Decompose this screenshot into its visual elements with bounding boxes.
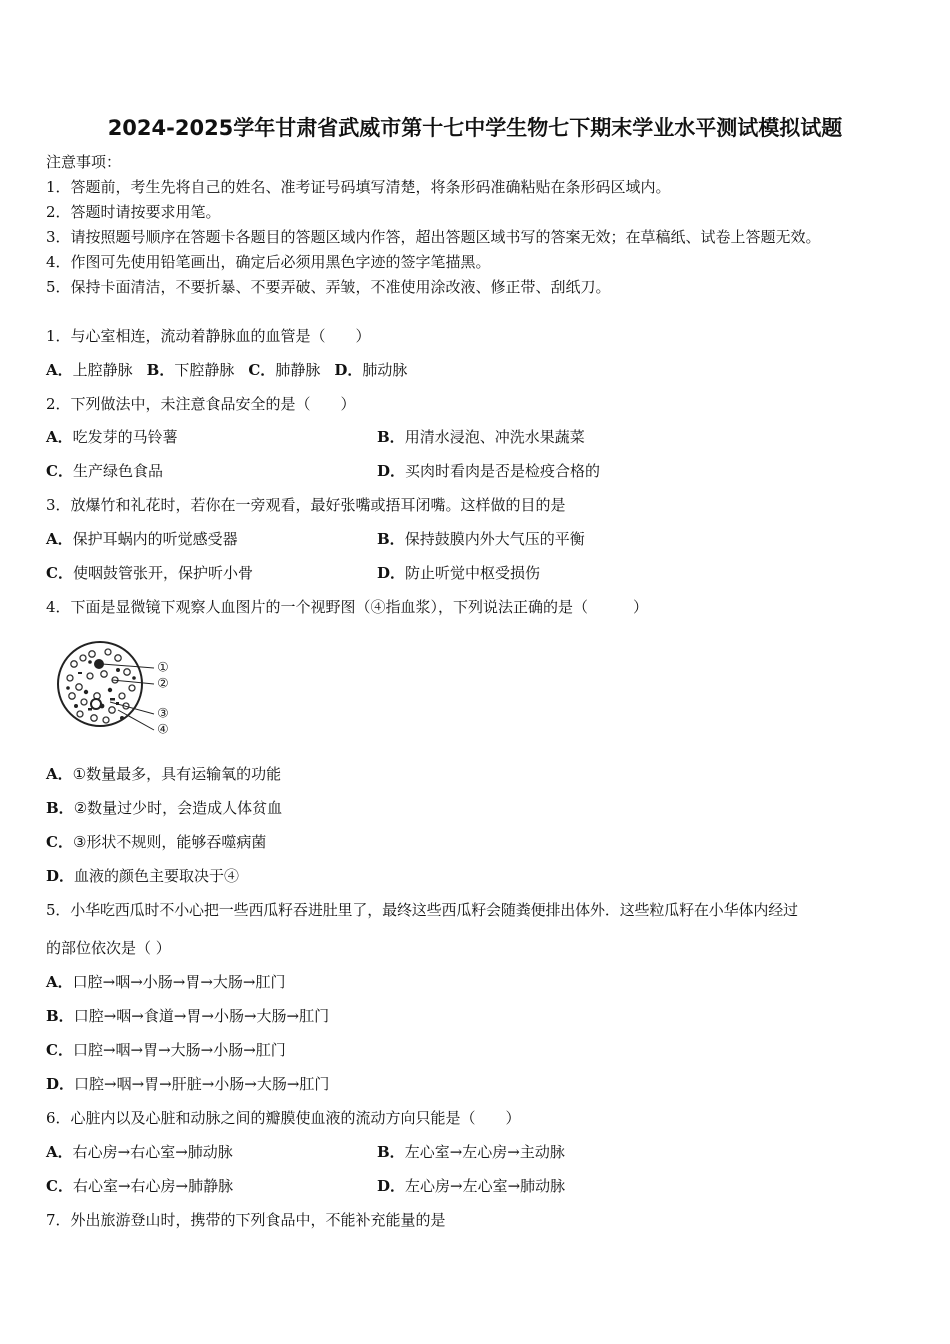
option-letter: A． <box>46 973 73 991</box>
question-6-option-c <box>46 1176 233 1196</box>
microscope-field-circle <box>58 642 142 726</box>
question-2-stem: 2．下列做法中，未注意食品安全的是（ ） <box>46 395 356 413</box>
option-text: 口腔→咽→食道→胃→小肠→大肠→肛门 <box>73 1007 330 1025</box>
leader-lines <box>102 664 154 730</box>
option-letter: A． <box>46 530 73 548</box>
question-6-stem: 6．心脏内以及心脏和动脉之间的瓣膜使血液的流动方向只能是（ ） <box>46 1109 521 1127</box>
option-text: 使咽鼓管张开，保护听小骨 <box>72 564 253 582</box>
option-text: ②数量过少时，会造成人体贫血 <box>73 799 283 817</box>
question-2-option-d <box>377 461 600 481</box>
question-5-stem-line1: 5．小华吃西瓜时不小心把一些西瓜籽吞进肚里了，最终这些西瓜籽会随粪便排出体外．这些粒瓜籽在小华体内经过 <box>46 901 798 919</box>
option-text: 右心房→右心室→肺动脉 <box>72 1143 233 1161</box>
question-2-option-b <box>377 427 585 447</box>
option-letter: C． <box>46 564 73 582</box>
question-3-option-a <box>46 529 238 549</box>
question-1-stem: 1．与心室相连，流动着静脉血的血管是（ ） <box>46 327 371 345</box>
option-letter: B． <box>377 530 405 548</box>
question-5-option-c <box>46 1040 286 1060</box>
option-letter: A． <box>46 428 73 446</box>
option-b: 下腔静脉 <box>174 361 235 379</box>
option-letter: D． <box>377 462 406 480</box>
question-4-option-a <box>46 764 281 784</box>
option-letter: C． <box>46 462 73 480</box>
option-text: 血液的颜色主要取决于④ <box>74 867 240 885</box>
option-letter: C． <box>46 833 73 851</box>
question-5-option-a <box>46 972 285 992</box>
option-letter: A． <box>46 1143 73 1161</box>
question-7-stem: 7．外出旅游登山时，携带的下列食品中，不能补充能量的是 <box>46 1211 446 1229</box>
option-letter: B． <box>46 799 74 817</box>
question-6-option-d <box>377 1176 565 1196</box>
option-text: 口腔→咽→小肠→胃→大肠→肛门 <box>72 973 286 991</box>
figure-label-2: ② <box>157 676 169 692</box>
option-text: 左心室→左心房→主动脉 <box>404 1143 565 1161</box>
question-3-stem: 3．放爆竹和礼花时，若你在一旁观看，最好张嘴或捂耳闭嘴。这样做的目的是 <box>46 496 566 514</box>
option-letter: D． <box>377 564 406 582</box>
option-text: 买肉时看肉是否是检疫合格的 <box>405 462 601 480</box>
option-letter: D． <box>46 1075 75 1093</box>
option-text: 左心房→左心室→肺动脉 <box>405 1177 566 1195</box>
notice-item: 3．请按照题号顺序在答题卡各题目的答题区域内作答，超出答题区域书写的答案无效；在草稿纸、试卷上答题无效。 <box>46 228 821 246</box>
figure-label-3: ③ <box>157 706 169 722</box>
option-letter: C． <box>248 361 276 379</box>
question-3-option-c <box>46 563 253 583</box>
option-text: 保护耳蜗内的听觉感受器 <box>72 530 238 548</box>
option-letter: B． <box>46 1007 74 1025</box>
question-3-option-b <box>377 529 585 549</box>
question-1-options <box>46 360 407 380</box>
option-a: 上腔静脉 <box>72 361 133 379</box>
question-5-option-b <box>46 1006 329 1026</box>
option-text: 右心室→右心房→肺静脉 <box>72 1177 234 1195</box>
question-6-option-b <box>377 1142 565 1162</box>
leukocyte-ring <box>91 699 101 709</box>
option-d: 肺动脉 <box>362 361 408 379</box>
option-text: 口腔→咽→胃→肝脏→小肠→大肠→肛门 <box>74 1075 330 1093</box>
option-letter: D． <box>377 1177 406 1195</box>
option-text: 生产绿色食品 <box>72 462 163 480</box>
blood-smear-figure <box>52 632 182 744</box>
question-4-option-d <box>46 866 239 886</box>
option-text: 防止听觉中枢受损伤 <box>405 564 541 582</box>
page-title: 2024-2025学年甘肃省武威市第十七中学生物七下期末学业水平测试模拟试题 <box>107 116 843 140</box>
option-letter: D． <box>334 361 363 379</box>
figure-label-4: ④ <box>157 722 169 738</box>
figure-label-1: ① <box>157 660 169 676</box>
question-4-option-c <box>46 832 266 852</box>
notice-item: 1．答题前，考生先将自己的姓名、准考证号码填写清楚，将条形码准确粘贴在条形码区域内。 <box>46 178 671 196</box>
notice-item: 5．保持卡面清洁，不要折暴、不要弄破、弄皱，不准使用涂改液、修正带、刮纸刀。 <box>46 278 611 296</box>
option-letter: C． <box>46 1177 73 1195</box>
question-6-option-a <box>46 1142 233 1162</box>
question-4-option-b <box>46 798 282 818</box>
question-5-option-d <box>46 1074 329 1094</box>
option-letter: B． <box>377 1143 405 1161</box>
question-5-stem-line2: 的部位依次是（ ） <box>46 939 171 957</box>
option-c: 肺静脉 <box>275 361 321 379</box>
option-text: 用清水浸泡、冲洗水果蔬菜 <box>404 428 585 446</box>
option-letter: B． <box>146 361 175 379</box>
notice-item: 2．答题时请按要求用笔。 <box>46 203 221 221</box>
notice-item: 4．作图可先使用铅笔画出，确定后必须用黑色字迹的签字笔描黑。 <box>46 253 491 271</box>
option-letter: B． <box>377 428 405 446</box>
question-3-option-d <box>377 563 540 583</box>
option-text: 保持鼓膜内外大气压的平衡 <box>404 530 585 548</box>
option-text: ③形状不规则，能够吞噬病菌 <box>72 833 267 851</box>
question-2-option-c <box>46 461 163 481</box>
notice-heading: 注意事项： <box>46 153 122 171</box>
option-text: ①数量最多，具有运输氧的功能 <box>72 765 282 783</box>
option-letter: D． <box>46 867 75 885</box>
question-4-stem: 4．下面是显微镜下观察人血图片的一个视野图（④指血浆），下列说法正确的是（ ） <box>46 598 649 616</box>
option-text: 口腔→咽→胃→大肠→小肠→肛门 <box>72 1041 286 1059</box>
option-letter: A． <box>46 765 73 783</box>
question-2-option-a <box>46 427 178 447</box>
option-letter: C． <box>46 1041 73 1059</box>
option-letter: A． <box>46 361 73 379</box>
option-text: 吃发芽的马铃薯 <box>72 428 178 446</box>
